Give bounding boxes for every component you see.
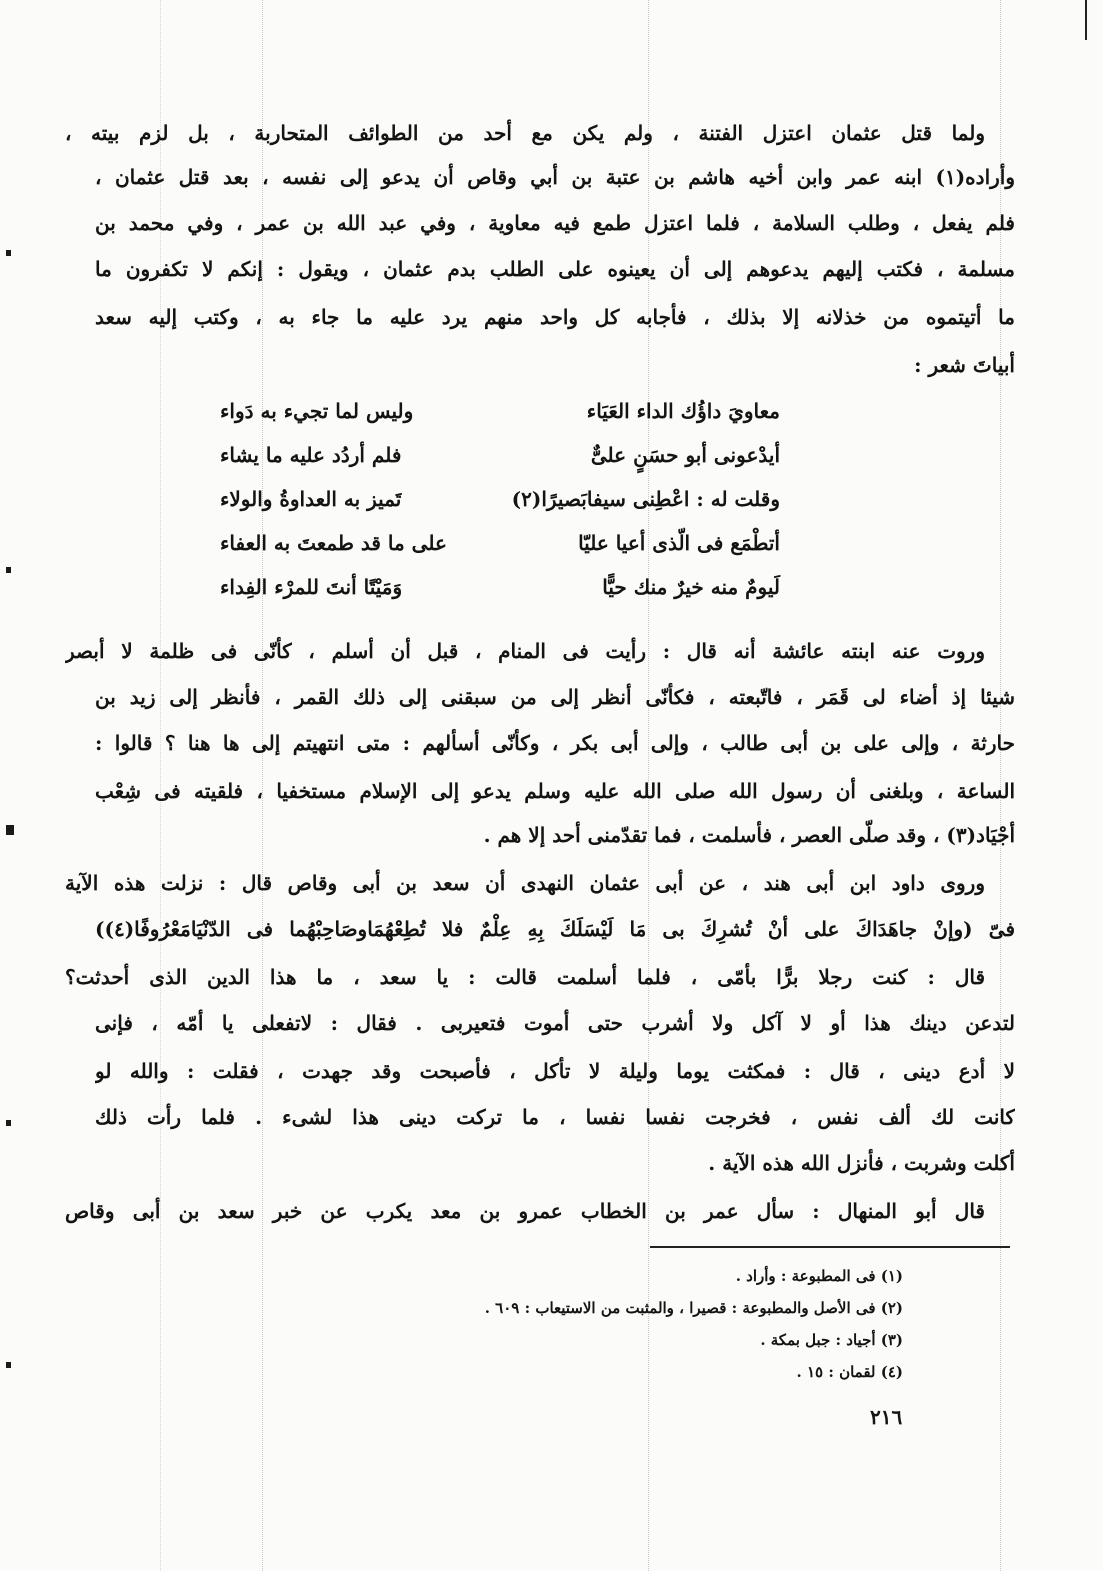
text-line: كانت لك ألف نفس ، فخرجت نفسا نفسا ، ما تركت دينى هذا لشىء . فلما رأت ذلك	[95, 1105, 1015, 1129]
text-line: فىّ (وإنْ جاهَدَاكَ على أنْ تُشرِكَ بى مَا لَيْسَلَكَ بِهِ عِلْمٌ فلا تُطِعْهُمَاوصَاحِبْهُما فى الدّنْيَامَعْرُوفًا(٤))	[95, 917, 1015, 941]
verse-second-hemistich: تَميز به العداوةُ والولاء	[220, 487, 402, 511]
margin-mark	[6, 825, 14, 835]
footnote-2: (٢) فى الأصل والمطبوعة : قصيرا ، والمثبت من الاستيعاب : ٦٠٩ .	[484, 1299, 903, 1317]
poem-verse	[220, 522, 780, 564]
text-line: حارثة ، وإلى على بن أبى طالب ، وإلى أبى بكر ، وكأنّى أسألهم : متى انتهيتم إلى ها هنا ؟ قالوا :	[95, 731, 1015, 755]
text-line: أجْيَاد(٣) ، وقد صلّى العصر ، فأسلمت ، فما تقدّمنى أحد إلا هم .	[483, 823, 1015, 847]
text-line: قال : كنت رجلا برًّا بأمّى ، فلما أسلمت قالت : يا سعد ، ما هذا الدين الذى أحدثت؟	[65, 965, 985, 989]
footnote-3: (٣) أجياد : جبل بمكة .	[760, 1331, 903, 1349]
text-line: قال أبو المنهال : سأل عمر بن الخطاب عمرو بن معد يكرب عن خبر سعد بن أبى وقاص	[65, 1199, 985, 1223]
verse-first-hemistich: أيدْعونى أبو حسَنٍ علىٌّ	[590, 443, 780, 467]
text-line: ما أتيتموه من خذلانه إلا بذلك ، فأجابه كل واحد منهم يرد عليه ما جاء به ، وكتب إليه سعد	[95, 305, 1015, 329]
verse-first-hemistich: معاويَ داؤُك الداء العَيَاء	[586, 399, 780, 423]
text-line: ولما قتل عثمان اعتزل الفتنة ، ولم يكن مع أحد من الطوائف المتحاربة ، بل لزم بيته ،	[65, 121, 985, 145]
text-line: لا أدع دينى ، قال : فمكثت يوما وليلة لا تأكل ، فأصبحت وقد جهدت ، فقلت : والله لو	[95, 1059, 1015, 1083]
page-number: ٢١٦	[870, 1405, 903, 1429]
verse-first-hemistich: أتطْمَع فى الّذى أعيا عليّا	[578, 531, 780, 555]
poem-verse	[220, 390, 780, 432]
poem-verse	[220, 478, 780, 520]
text-line: أبياتَ شعر :	[914, 353, 1015, 377]
verse-first-hemistich: وقلت له : اعْطِنى سيفابَصيرًا(٢)	[511, 487, 780, 511]
footnote-separator	[650, 1246, 1010, 1248]
text-line: وأراده(١) ابنه عمر وابن أخيه هاشم بن عتبة بن أبي وقاص أن يدعو إلى نفسه ، بعد قتل عثمان ،	[95, 165, 1015, 189]
margin-mark	[6, 250, 11, 256]
footnote-1: (١) فى المطبوعة : وأراد .	[735, 1267, 903, 1285]
verse-second-hemistich: وَمَيْتًا أنتَ للمرْء الفِداء	[220, 575, 403, 599]
text-line: أكلت وشربت ، فأنزل الله هذه الآية .	[708, 1151, 1015, 1175]
margin-mark	[6, 1362, 11, 1368]
footnote-4: (٤) لقمان : ١٥ .	[796, 1363, 903, 1381]
poem-verse	[220, 434, 780, 476]
margin-mark	[6, 1120, 11, 1126]
verse-first-hemistich: لَيومٌ منه خيرٌ منك حيًّا	[602, 575, 780, 599]
verse-second-hemistich: وليس لما تجيء به دَواء	[220, 399, 414, 423]
margin-mark	[6, 567, 11, 573]
text-line: مسلمة ، فكتب إليهم يدعوهم إلى أن يعينوه على الطلب بدم عثمان ، ويقول : إنكم لا تكفرون ما	[95, 257, 1015, 281]
text-line: وروى داود ابن أبى هند ، عن أبى عثمان النهدى أن سعد بن أبى وقاص قال : نزلت هذه الآية	[65, 871, 985, 895]
poem-verse	[220, 566, 780, 608]
text-line: وروت عنه ابنته عائشة أنه قال : رأيت فى المنام ، قبل أن أسلم ، كأنّى فى ظلمة لا أبصر	[65, 639, 985, 663]
verse-second-hemistich: على ما قد طمعتَ به العفاء	[220, 531, 447, 555]
text-line: لتدعن دينك هذا أو لا آكل ولا أشرب حتى أموت فتعيربى . فقال : لاتفعلى يا أمّه ، فإنى	[95, 1011, 1015, 1035]
text-line: شيئا إذ أضاء لى قَمَر ، فاتّبعته ، فكأنّى أنظر إلى من سبقنى إلى ذلك القمر ، فأنظر إلى زيد بن	[95, 685, 1015, 709]
page-edge	[1085, 0, 1087, 40]
text-line: فلم يفعل ، وطلب السلامة ، فلما اعتزل طمع فيه معاوية ، وفي عبد الله بن عمر ، وفي محمد بن	[95, 211, 1015, 235]
text-line: الساعة ، وبلغنى أن رسول الله صلى الله عليه وسلم يدعو إلى الإسلام مستخفيا ، فلقيته فى شِعْب	[95, 779, 1015, 803]
verse-second-hemistich: فلم أردُد عليه ما يشاء	[220, 443, 402, 467]
